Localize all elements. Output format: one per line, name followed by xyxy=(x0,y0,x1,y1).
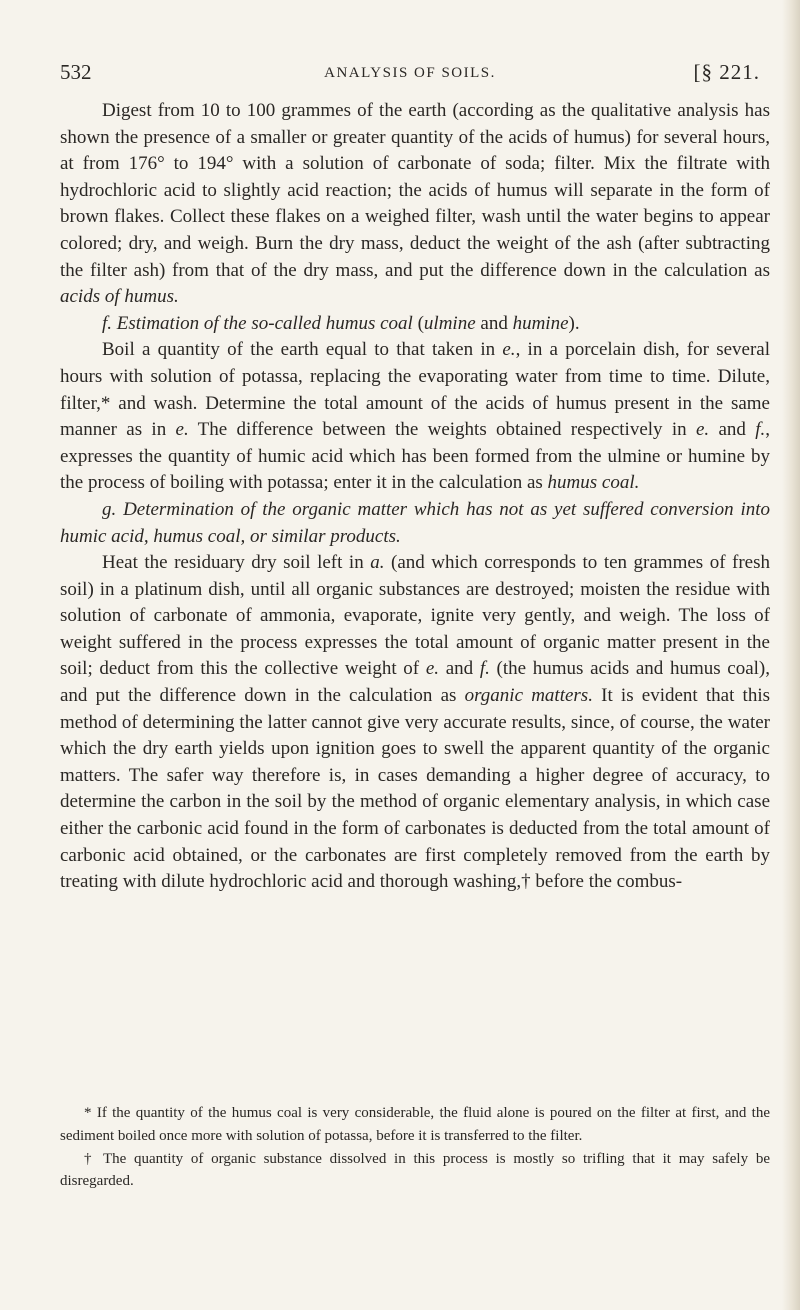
italic-term: organic matters. xyxy=(464,685,593,707)
italic-term: humine xyxy=(512,312,569,334)
paragraph-text: (the humus acids and humus coal), and put the difference down in the calculation as xyxy=(60,658,771,707)
running-title: ANALYSIS OF SOILS. xyxy=(324,65,496,81)
italic-term: f. xyxy=(755,419,766,441)
paragraph-organic-matter xyxy=(60,550,770,896)
paragraph-text: and xyxy=(445,658,474,680)
italic-term: a. xyxy=(370,552,385,574)
italic-term: e. xyxy=(695,419,710,441)
heading-text: Determination of the organic matter which has not as yet suffered conversion into humic acid, humus coal, or similar products. xyxy=(60,498,771,547)
italic-term: acids of humus. xyxy=(60,286,179,308)
paragraph-text: It is evident that this method of determining the latter cannot give very accurate results, since, of course, the water which the dry earth yields upon ignition goes to swell the apparent quantity of the organic matters. The safer way therefore is, in cases demanding a higher degree of accuracy, to determine the carbon in the soil by the method of organic elementary analysis, in which case either the carbonic acid found in the form of carbonates is deducted from the total amount of carbonic acid obtained, or the carbonates are first completely removed from the earth by treating with dilute hydrochloric acid and thorough washing,† before the combus- xyxy=(60,685,771,893)
footnote-dagger: † The quantity of organic substance dissolved in this process is mostly so trifling that it may safely be disregarded. xyxy=(60,1150,770,1190)
heading-label: f. xyxy=(102,312,113,334)
heading-paren: ( xyxy=(417,312,424,334)
paragraph-text: Boil a quantity of the earth equal to that taken in xyxy=(102,339,496,361)
paragraph-text: (and which corresponds to ten grammes of fresh soil) in a platinum dish, until all organic substances are destroyed; moisten the residue with solution of carbonate of ammonia, evaporate, ignite very gently, and weigh. The loss of weight suffered in the process expresses the total amount of organic matter present in the soil; deduct from this the collective weight of xyxy=(60,552,771,680)
heading-label: g. xyxy=(102,498,117,520)
section-reference: [§ 221. xyxy=(693,60,760,84)
paragraph-text: and xyxy=(718,419,746,441)
italic-term: ulmine xyxy=(423,312,476,334)
paragraph-text: Digest from 10 to 100 grammes of the earth (according as the qualitative analysis has shown the presence of a smaller or greater quantity of the acids of humus) for several hours, at from 176° to 194° with a solution of carbonate of soda; filter. Mix the filtrate with hydrochloric acid to slightly acid reaction; the acids of humus will separate in the form of brown flakes. Collect these flakes on a weighed filter, wash until the water begins to appear colored; dry, and weigh. Burn the dry mass, deduct the weight of the ash (after subtracting the filter ash) from that of the dry mass, and put the difference down in the calculation as xyxy=(60,100,770,281)
footnotes xyxy=(60,1102,770,1193)
heading-text: Estimation of the so-called humus coal xyxy=(116,312,413,334)
paragraph-text: , in a porcelain dish, for several hours with solution of potassa, replacing the evaporating water from time to time. Dilute, filter,* and wash. Determine the total amount of the acids of humus present in the same manner as in xyxy=(60,339,770,441)
heading-g xyxy=(60,497,770,550)
page-number: 532 xyxy=(60,60,92,84)
page-edge-shadow xyxy=(782,0,800,1310)
footnote-asterisk: * If the quantity of the humus coal is very considerable, the fluid alone is poured on the filter at first, and the sediment boiled once more with solution of potassa, before it is transferred to the filter. xyxy=(60,1105,770,1144)
italic-term: e. xyxy=(425,658,439,680)
heading-f xyxy=(60,311,770,338)
italic-term: e. xyxy=(502,339,516,361)
heading-text: and xyxy=(480,312,508,334)
page-header xyxy=(60,60,760,90)
italic-term: e. xyxy=(175,419,189,441)
paragraph-humus-coal xyxy=(60,337,770,497)
paragraph-text: Heat the residuary dry soil left in xyxy=(102,552,364,574)
italic-term: humus coal. xyxy=(547,472,640,494)
italic-term: f. xyxy=(479,658,490,680)
heading-paren: ). xyxy=(568,312,580,334)
paragraph-acids-of-humus xyxy=(60,98,770,311)
paragraph-text: The difference between the weights obtained respectively in xyxy=(197,419,687,441)
paragraph-text: , expresses the quantity of humic acid which has been formed from the ulmine or humine by the process of boiling with potassa; enter it in the calculation as xyxy=(60,419,770,494)
main-text xyxy=(60,98,770,896)
